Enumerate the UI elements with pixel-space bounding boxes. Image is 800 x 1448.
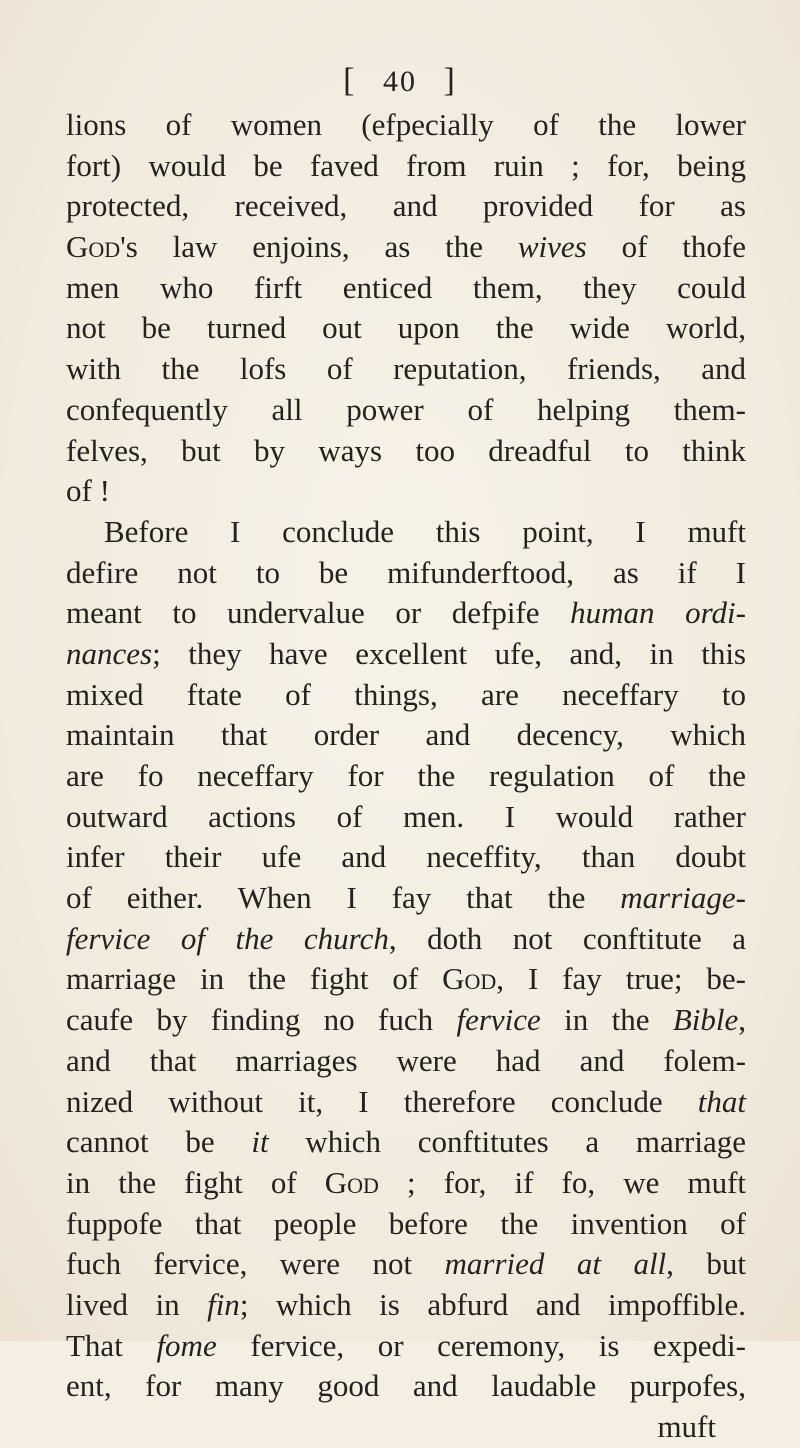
text-line: Before I conclude this point, I muft: [104, 513, 746, 549]
page-header: [0, 62, 800, 100]
text-line: That fome fervice, or ceremony, is expedi-: [66, 1327, 746, 1363]
header-open-bracket: [: [343, 62, 357, 99]
text-line: nized without it, I therefore conclude that: [66, 1083, 746, 1119]
text-line: in the fight of God ; for, if fo, we muft: [66, 1164, 747, 1200]
text-line: felves, but by ways too dreadful to think: [66, 432, 746, 468]
header-close-bracket: ]: [443, 62, 457, 99]
text-line: caufe by finding no fuch fervice in the Bible,: [66, 1002, 746, 1038]
text-line: maintain that order and decency, which: [66, 717, 746, 753]
text-line: protected, received, and provided for as: [66, 188, 746, 224]
text-line: fuch fervice, were not married at all, but: [66, 1246, 746, 1282]
body-text: [66, 105, 746, 1448]
text-line: outward actions of men. I would rather: [66, 798, 746, 834]
text-line: not be turned out upon the wide world,: [66, 310, 746, 346]
text-line: infer their ufe and neceffity, than doubt: [66, 839, 746, 875]
text-line: defire not to be mifunderftood, as if I: [66, 554, 746, 590]
catchword: muft: [657, 1409, 716, 1444]
text-line: of !: [66, 473, 110, 509]
text-line: of either. When I fay that the marriage-: [66, 880, 746, 916]
text-line: lived in fin; which is abfurd and impoffible.: [66, 1286, 746, 1322]
text-line: men who firft enticed them, they could: [66, 269, 746, 305]
text-line: cannot be it which conftitutes a marriage: [66, 1124, 746, 1160]
text-line: lions of women (efpecially of the lower: [66, 107, 746, 142]
text-line: God's law enjoins, as the wives of thofe: [66, 229, 746, 265]
text-line: ent, for many good and laudable purpofes,: [66, 1368, 746, 1404]
text-line: confequently all power of helping them-: [66, 391, 746, 427]
text-line: mixed ftate of things, are neceffary to: [66, 676, 746, 712]
text-line: fort) would be faved from ruin ; for, being: [66, 147, 746, 183]
text-line: marriage in the fight of God, I fay true; be-: [66, 961, 747, 997]
text-line: meant to undervalue or defpife human ordi-: [66, 595, 746, 631]
text-line: and that marriages were had and folem-: [66, 1042, 746, 1078]
page-number: 40: [383, 65, 417, 98]
text-line: with the lofs of reputation, friends, and: [66, 351, 746, 387]
text-line: are fo neceffary for the regulation of the: [66, 758, 746, 793]
text-line: nances; they have excellent ufe, and, in this: [66, 635, 746, 671]
text-line: fuppofe that people before the invention of: [66, 1205, 746, 1241]
text-line: fervice of the church, doth not conftitute a: [66, 920, 746, 956]
